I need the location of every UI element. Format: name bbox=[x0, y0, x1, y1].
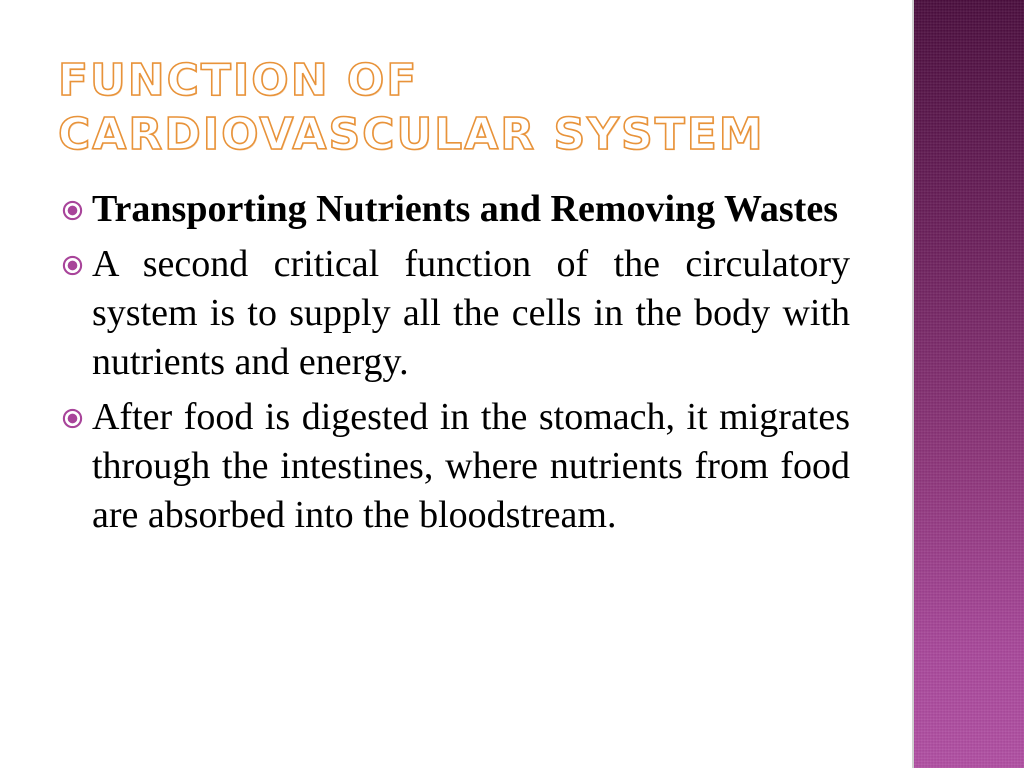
bullet-text: Transporting Nutrients and Removing Wastes bbox=[92, 188, 838, 230]
bullet-circle-icon bbox=[62, 255, 83, 276]
bullet-item bbox=[62, 393, 850, 540]
bullet-circle-icon bbox=[62, 200, 83, 221]
bullet-item bbox=[62, 185, 850, 234]
bullet-list bbox=[62, 185, 850, 546]
bullet-circle-icon bbox=[62, 408, 83, 429]
bullet-item bbox=[62, 240, 850, 387]
bullet-text: After food is digested in the stomach, it migrates through the intestines, where nutrients from food are absorbed into the bloodstream. bbox=[92, 396, 850, 536]
slide-title: FUNCTION OF CARDIOVASCULAR SYSTEM bbox=[58, 55, 765, 160]
decorative-side-bar bbox=[912, 0, 1024, 768]
bullet-text: A second critical function of the circulatory system is to supply all the cells in the body with nutrients and energy. bbox=[92, 243, 850, 383]
